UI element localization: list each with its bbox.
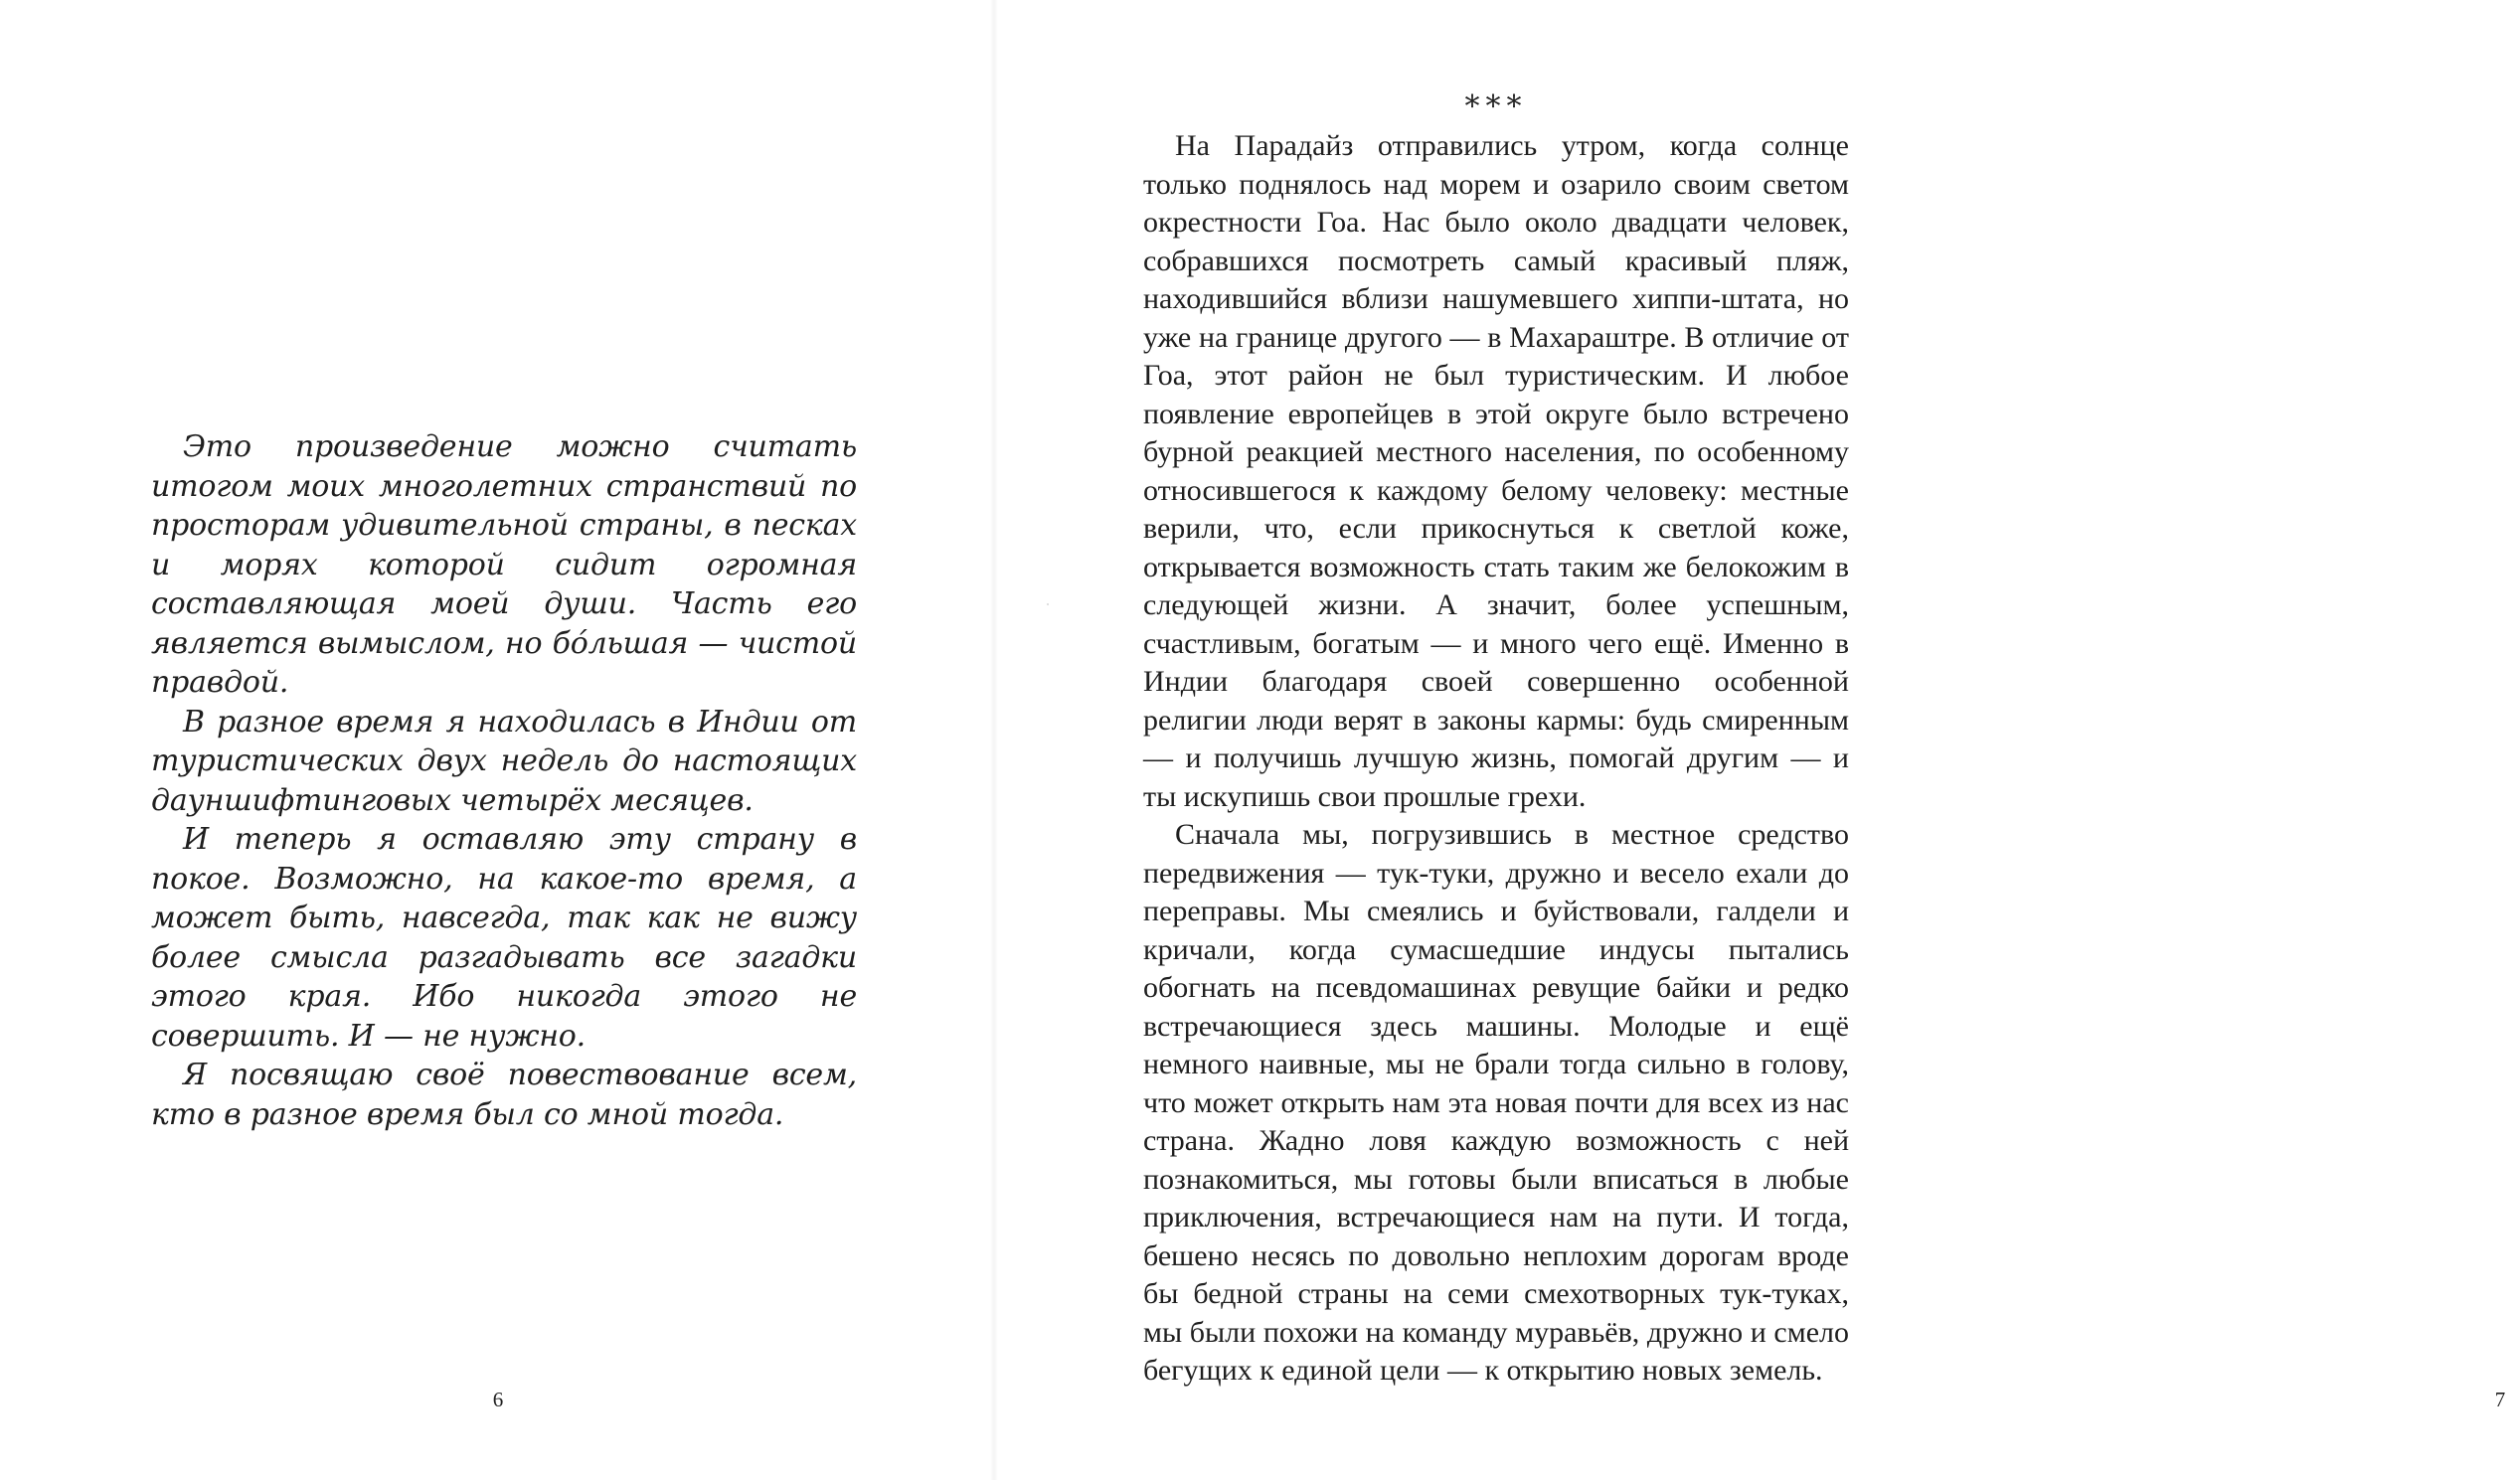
paper-speck	[1047, 603, 1049, 605]
left-page-number: 6	[492, 1388, 504, 1411]
dedication-paragraph: Это произведение можно считать итогом моих многолетних странствий по просторам удивительной страны, в песках и морях которой сидит огромная составляющая моей души. Часть его является вымыслом, но бóльшая — чистой правдой.	[151, 429, 857, 700]
chapter-paragraph: Сначала мы, погрузившись в местное средство передвижения — тук-туки, дружно и весело ехали до переправы. Мы смеялись и буйствовали, галдели и кричали, когда сумасшедшие индусы пытались обогнать на псевдомашинах ревущие байки и редко встречающиеся здесь машины. Молодые и ещё немного наивные, мы не брали тогда сильно в голову, что может открыть нам эта новая почти для всех из нас страна. Жадно ловя каждую возможность с ней познакомиться, мы готовы были вписаться в любые приключения, встречающиеся нам на пути. И тогда, бешено несясь по довольно неплохим дорогам вроде бы бедной страны на семи смехотворных тук-туках, мы были похожи на команду муравьёв, дружно и смело бегущих к единой цели — к открытию новых земель.	[1143, 818, 1849, 1387]
chapter-text	[1143, 127, 1849, 1391]
chapter-paragraph: На Парадайз отправились утром, когда солнце только поднялось над морем и озарило своим светом окрестности Гоа. Нас было около двадцати человек, собравшихся посмотреть самый красивый пляж, находившийся вблизи нашумевшего хиппи-штата, но уже на границе другого — в Махараштре. В отличие от Гоа, этот район не был туристическим. И любое появление европейцев в этой округе было встречено бурной реакцией местного населения, по особенному относившегося к каждому белому человеку: местные верили, что, если прикоснуться к светлой коже, открывается возможность стать таким же белокожим в следующей жизни. А значит, более успешным, счастливым, богатым — и много чего ещё. Именно в Индии благодаря своей совершенно особенной религии люди верят в законы кармы: будь смиренным — и получишь лучшую жизнь, помогай другим — и ты искупишь свои прошлые грехи.	[1143, 129, 1849, 813]
dedication-paragraph: Я посвящаю своё повествование всем, кто в разное время был со мной тогда.	[151, 1058, 857, 1132]
dedication-paragraph: И теперь я оставляю эту страну в покое. Возможно, на какое-то время, а может быть, навсегда, так как не вижу более смысла разгадывать все загадки этого края. Ибо никогда этого не совершить. И — не нужно.	[151, 822, 857, 1054]
right-page-number: 7	[2494, 1388, 2506, 1411]
left-page	[0, 0, 994, 1480]
section-separator: ***	[1464, 89, 1528, 124]
dedication-paragraph: В разное время я находилась в Индии от туристических двух недель до настоящих дауншифтинговых четырёх месяцев.	[151, 704, 857, 818]
dedication-text	[151, 427, 857, 1134]
paper-speck	[483, 451, 485, 453]
